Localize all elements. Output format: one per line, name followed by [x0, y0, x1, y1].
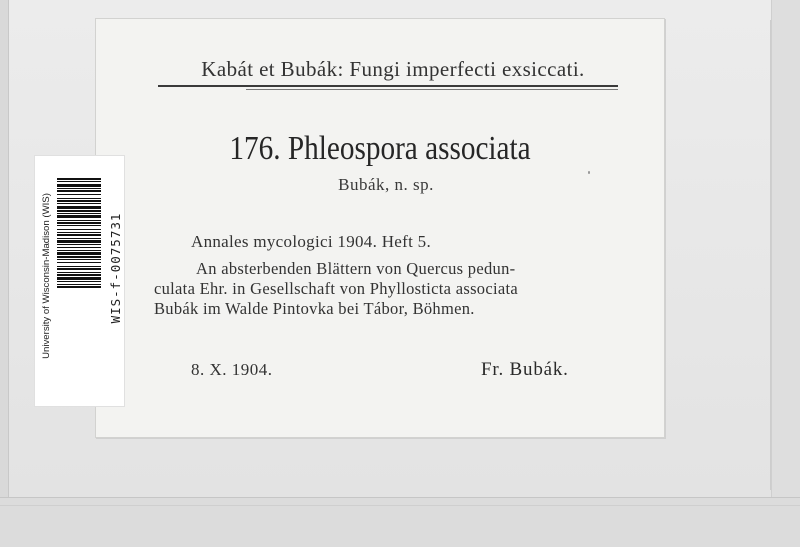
species-author: Bubák, n. sp.	[338, 175, 434, 194]
barcode-bars	[57, 178, 101, 380]
envelope-bottom-fold	[0, 505, 800, 506]
barcode-number: WIS-f-0075731	[108, 212, 123, 324]
paper-speck	[588, 171, 590, 174]
habitat-line: An absterbenden Blättern von Quercus pedun-	[196, 259, 516, 278]
publication-reference: Annales mycologici 1904. Heft 5.	[191, 232, 431, 251]
herbarium-label	[95, 18, 665, 438]
habitat-description	[154, 259, 624, 319]
envelope-right-flap	[771, 0, 800, 546]
envelope-left-edge	[0, 0, 9, 546]
series-underline	[158, 85, 618, 87]
barcode-card	[34, 155, 125, 407]
series-title: Kabát et Bubák: Fungi imperfecti exsiccati.	[201, 57, 585, 81]
species-title: 176. Phleospora associata	[229, 130, 531, 167]
collection-date: 8. X. 1904.	[191, 360, 273, 379]
collector-name: Fr. Bubák.	[481, 359, 569, 380]
habitat-line: Bubák im Walde Pintovka bei Tábor, Böhmen.	[154, 299, 475, 318]
barcode-institution: University of Wisconsin-Madison (WIS)	[41, 193, 52, 359]
habitat-line: culata Ehr. in Gesellschaft von Phyllosticta associata	[154, 279, 518, 298]
series-underline-secondary	[246, 89, 618, 90]
